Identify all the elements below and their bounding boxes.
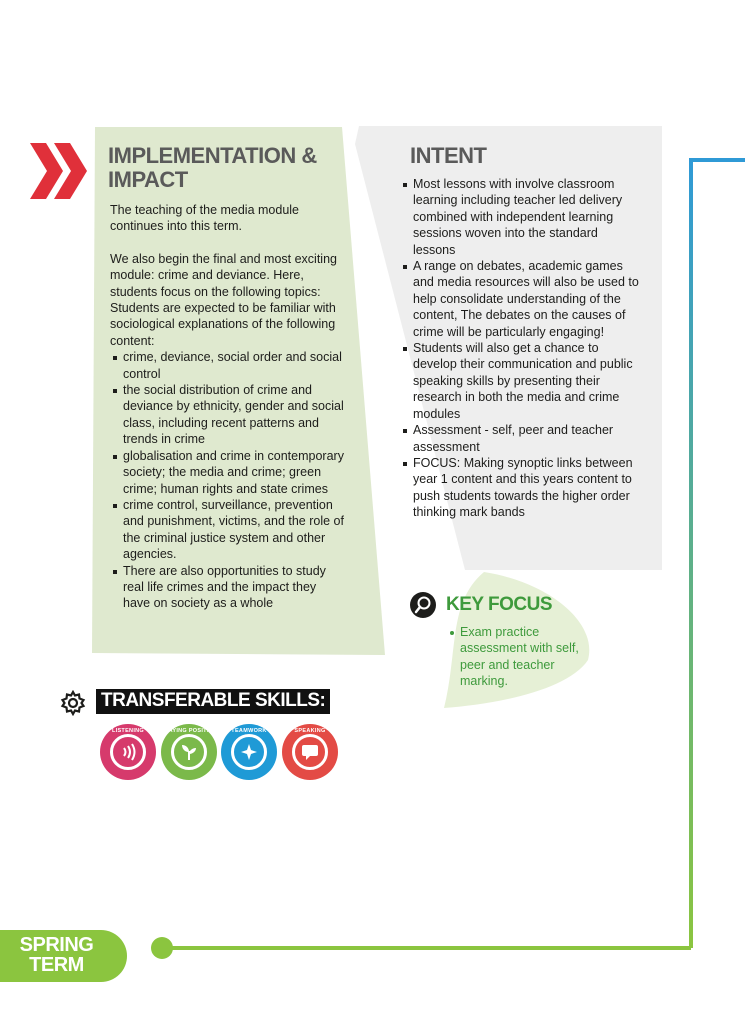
skill-staying-positive-badge [161, 724, 217, 780]
implementation-paragraph: Students are expected to be familiar with sociological explanations of the following content: [110, 301, 336, 348]
teamwork-icon [239, 742, 259, 762]
skill-label: SPEAKING [294, 728, 326, 734]
list-item: Students will also get a chance to develop their communication and public speaking skills by presenting their research in both the media and crime modules [400, 340, 640, 422]
gear-icon [60, 690, 86, 716]
search-icon [410, 592, 436, 618]
implementation-title-line1: IMPLEMENTATION & [108, 143, 317, 168]
term-line1: SPRING [19, 934, 94, 956]
list-item: the social distribution of crime and deviance by ethnicity, gender and social class, including recent patterns and trends in crime [110, 382, 346, 448]
key-focus-list [447, 624, 593, 690]
list-item: crime, deviance, social order and social control [110, 349, 346, 382]
term-badge [0, 930, 127, 982]
implementation-paragraph: The teaching of the media module continues into this term. [110, 203, 300, 234]
key-focus-body [447, 624, 593, 690]
implementation-paragraph: We also begin the final and most exciting module: crime and deviance. Here, students focus on the following topics: [110, 251, 337, 299]
skill-label: STAYING POSITIVE [161, 728, 217, 734]
skills-title: TRANSFERABLE SKILLS: [96, 689, 330, 714]
skill-listening-badge [100, 724, 156, 780]
key-focus-title: KEY FOCUS [446, 594, 553, 615]
implementation-list [110, 349, 346, 612]
list-item: crime control, surveillance, prevention and punishment, victims, and the role of the criminal justice system and other agencies. [110, 497, 346, 563]
list-item: Assessment - self, peer and teacher assessment [400, 422, 640, 455]
list-item: A range on debates, academic games and media resources will also be used to help consolidate understanding of the content, The debates on the causes of crime will be particularly engaging! [400, 258, 640, 340]
term-line2: TERM [29, 954, 84, 976]
intent-title: INTENT [410, 143, 487, 168]
skill-label: TEAMWORK [231, 728, 267, 734]
sound-waves-icon [118, 742, 138, 762]
skill-label: LISTENING [111, 728, 145, 734]
speech-bubble-icon [300, 742, 320, 762]
intent-body [400, 176, 640, 521]
list-item: globalisation and crime in contemporary society; the media and crime; green crime; human rights and state crimes [110, 448, 346, 497]
implementation-body [110, 202, 346, 612]
implementation-title-line2: IMPACT [108, 166, 188, 192]
skill-speaking-badge [282, 724, 338, 780]
list-item: FOCUS: Making synoptic links between year 1 content and this years content to push students towards the higher order thinking mark bands [400, 455, 640, 521]
list-item: Most lessons with involve classroom learning including teacher led delivery combined with independent learning sessions woven into the standard lessons [400, 176, 640, 258]
chevron-arrows-icon [30, 143, 92, 199]
list-item: Exam practice assessment with self, peer and teacher marking. [447, 624, 593, 690]
sprout-icon [179, 742, 199, 762]
intent-list [400, 176, 640, 521]
implementation-title [108, 144, 317, 192]
skill-teamwork-badge [221, 724, 277, 780]
list-item: There are also opportunities to study real life crimes and the impact they have on society as a whole [110, 563, 346, 612]
